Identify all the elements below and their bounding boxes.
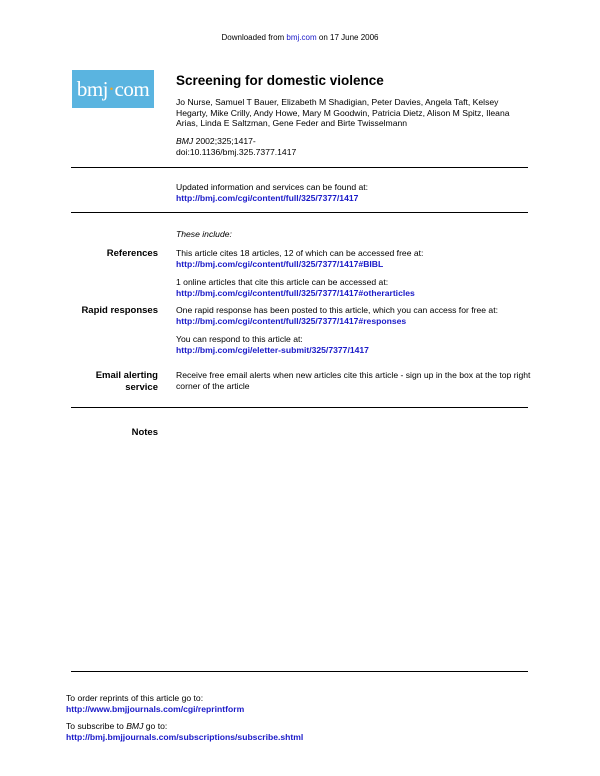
includes-label: These include: [176, 229, 232, 239]
email-alerting-text: Receive free email alerts when new articles cite this article - sign up in the box at the top right corner of the article [176, 370, 531, 391]
download-note [0, 33, 600, 43]
notes-label: Notes [131, 427, 158, 438]
updated-info [176, 182, 368, 203]
article-title: Screening for domestic violence [176, 73, 384, 88]
download-note-prefix: Downloaded from [221, 33, 287, 42]
citing-articles-link[interactable]: http://bmj.com/cgi/content/full/325/7377/1417#otherarticles [176, 287, 415, 298]
email-alerting-label [40, 370, 158, 393]
citation-details: 2002;325;1417- [193, 136, 256, 146]
subscribe-suffix: go to: [143, 721, 168, 731]
email-label-line1: Email alerting [95, 370, 158, 381]
article-citation [176, 136, 296, 157]
subscribe-link[interactable]: http://bmj.bmjjournals.com/subscriptions/subscribe.shtml [66, 731, 304, 742]
citing-articles-text: 1 online articles that cite this article can be accessed at: [176, 277, 389, 287]
rapid-responses-block [176, 305, 531, 355]
rapid-responses-label: Rapid responses [81, 305, 158, 316]
logo-text-right: com [114, 77, 150, 101]
logo-text-left: bmj [76, 77, 108, 101]
download-site-link[interactable]: bmj.com [286, 33, 317, 42]
reprints-text: To order reprints of this article go to: [66, 693, 204, 703]
divider-lower [71, 407, 528, 408]
article-authors: Jo Nurse, Samuel T Bauer, Elizabeth M Shadigian, Peter Davies, Angela Taft, Kelsey Hegarty, Mike Crilly, Andy Howe, Mary M Goodwin, Patricia Dietz, Alison M Spitz, Ileana Arias, Linda E Saltzman, Gene Feder and Birte Twisselmann [176, 97, 510, 128]
rapid-responses-link[interactable]: http://bmj.com/cgi/content/full/325/7377/1417#responses [176, 315, 407, 326]
download-note-suffix: on 17 June 2006 [316, 33, 379, 42]
citation-journal: BMJ [176, 136, 194, 146]
references-link[interactable]: http://bmj.com/cgi/content/full/325/7377/1417#BIBL [176, 258, 384, 269]
divider-middle [71, 212, 528, 213]
subscribe-block [66, 721, 303, 742]
article-doi: doi:10.1136/bmj.325.7377.1417 [176, 146, 297, 157]
respond-text: You can respond to this article at: [176, 334, 303, 344]
rapid-responses-text: One rapid response has been posted to this article, which you can access for free at: [176, 305, 498, 315]
respond-link[interactable]: http://bmj.com/cgi/eletter-submit/325/7377/1417 [176, 344, 369, 355]
references-text: This article cites 18 articles, 12 of which can be accessed free at: [176, 248, 424, 258]
reprints-link[interactable]: http://www.bmjjournals.com/cgi/reprintform [66, 703, 245, 714]
bmj-logo[interactable] [72, 70, 154, 108]
divider-footer [71, 671, 528, 672]
email-label-line2: service [125, 381, 158, 393]
subscribe-journal: BMJ [126, 721, 144, 731]
references-label: References [106, 248, 158, 259]
logo-dot: · [108, 77, 115, 101]
references-block [176, 248, 531, 298]
updated-link[interactable]: http://bmj.com/cgi/content/full/325/7377/1417 [176, 192, 359, 203]
subscribe-prefix: To subscribe to [66, 721, 127, 731]
updated-text: Updated information and services can be found at: [176, 182, 369, 192]
reprints-block [66, 693, 244, 714]
divider-top [71, 167, 528, 168]
